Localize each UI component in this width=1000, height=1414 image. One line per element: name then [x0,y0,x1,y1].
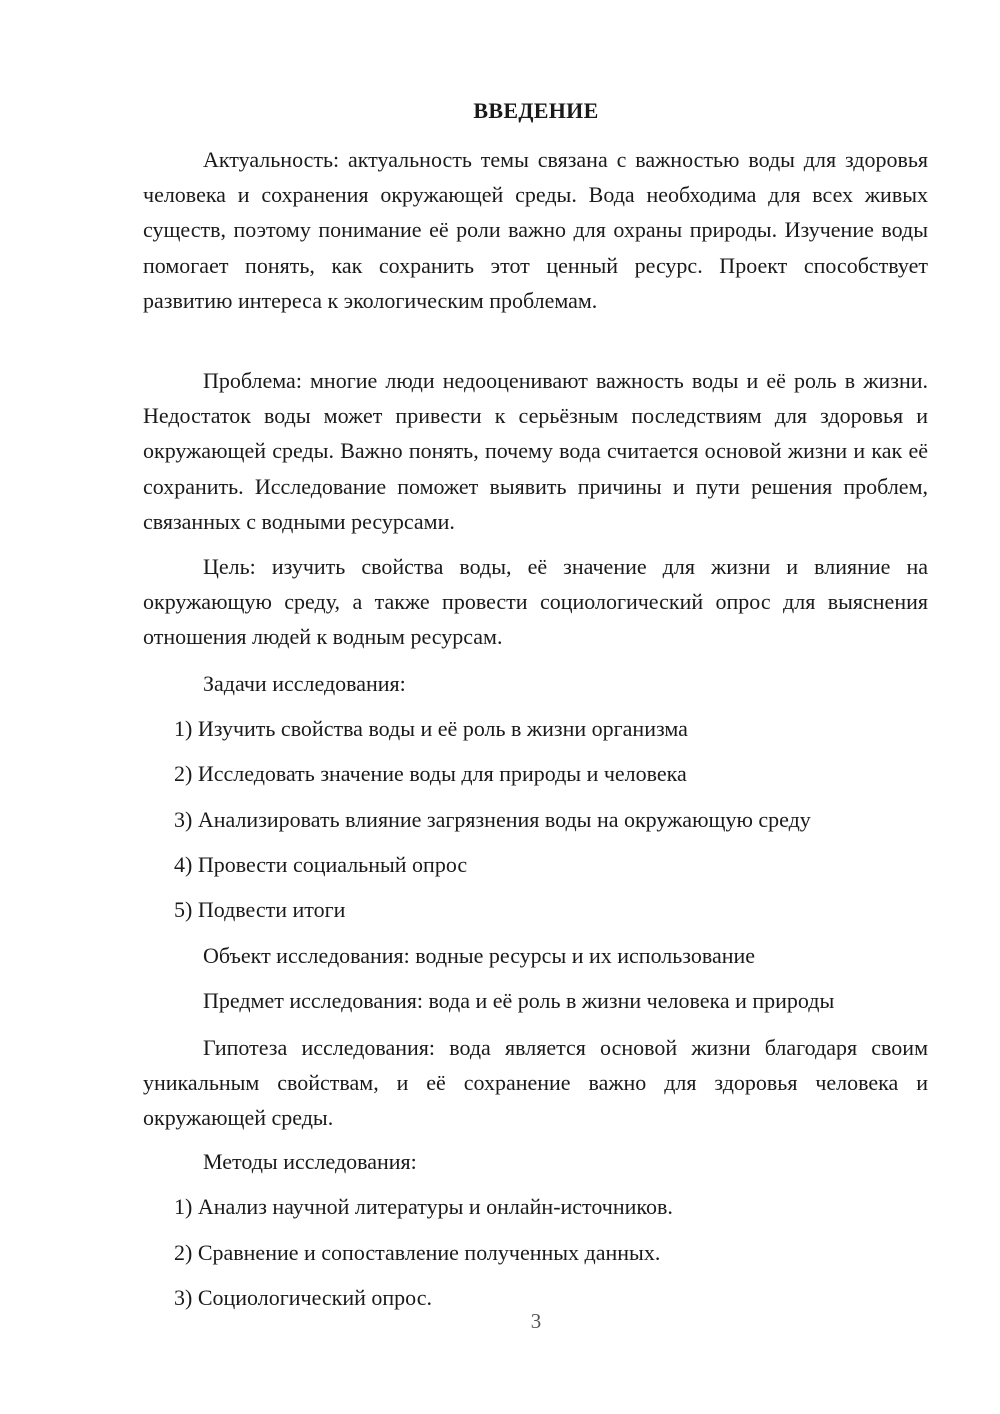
page-number: 3 [530,1309,542,1333]
research-object: Объект исследования: водные ресурсы и их использование [203,943,756,968]
task-item: 1) Изучить свойства воды и её роль в жизни организма [174,716,688,741]
task-item: 2) Исследовать значение воды для природы и человека [174,761,687,786]
goal-paragraph: Цель: изучить свойства воды, её значение для жизни и влияние на окружающую среду, а также провести социологический опрос для выяснения отношения людей к водным ресурсам. [143,554,928,650]
relevance-paragraph: Актуальность: актуальность темы связана с важностью воды для здоровья человека и сохранения окружающей среды. Вода необходима для всех живых существ, поэтому понимание её роли важно для охраны природы. Изучение воды помогает понять, как сохранить этот ценный ресурс. Проект способствует развитию интереса к экологическим проблемам. [143,147,928,313]
method-item: 2) Сравнение и сопоставление полученных данных. [174,1240,661,1265]
hypothesis-paragraph: Гипотеза исследования: вода является основой жизни благодаря своим уникальным свойствам, и её сохранение важно для здоровья человека и окружающей среды. [143,1035,928,1131]
task-item: 3) Анализировать влияние загрязнения воды на окружающую среду [174,807,811,832]
section-title: ВВЕДЕНИЕ [473,98,599,123]
tasks-heading: Задачи исследования: [203,671,406,696]
method-item: 1) Анализ научной литературы и онлайн-источников. [174,1194,673,1219]
method-item: 3) Социологический опрос. [174,1285,432,1310]
problem-paragraph: Проблема: многие люди недооценивают важность воды и её роль в жизни. Недостаток воды может привести к серьёзным последствиям для здоровья и окружающей среды. Важно понять, почему вода считается основой жизни и как её сохранить. Исследование поможет выявить причины и пути решения проблем, связанных с водными ресурсами. [143,368,928,534]
task-item: 4) Провести социальный опрос [174,852,468,877]
research-subject: Предмет исследования: вода и её роль в жизни человека и природы [203,988,835,1013]
task-item: 5) Подвести итоги [174,897,346,922]
methods-heading: Методы исследования: [203,1149,417,1174]
